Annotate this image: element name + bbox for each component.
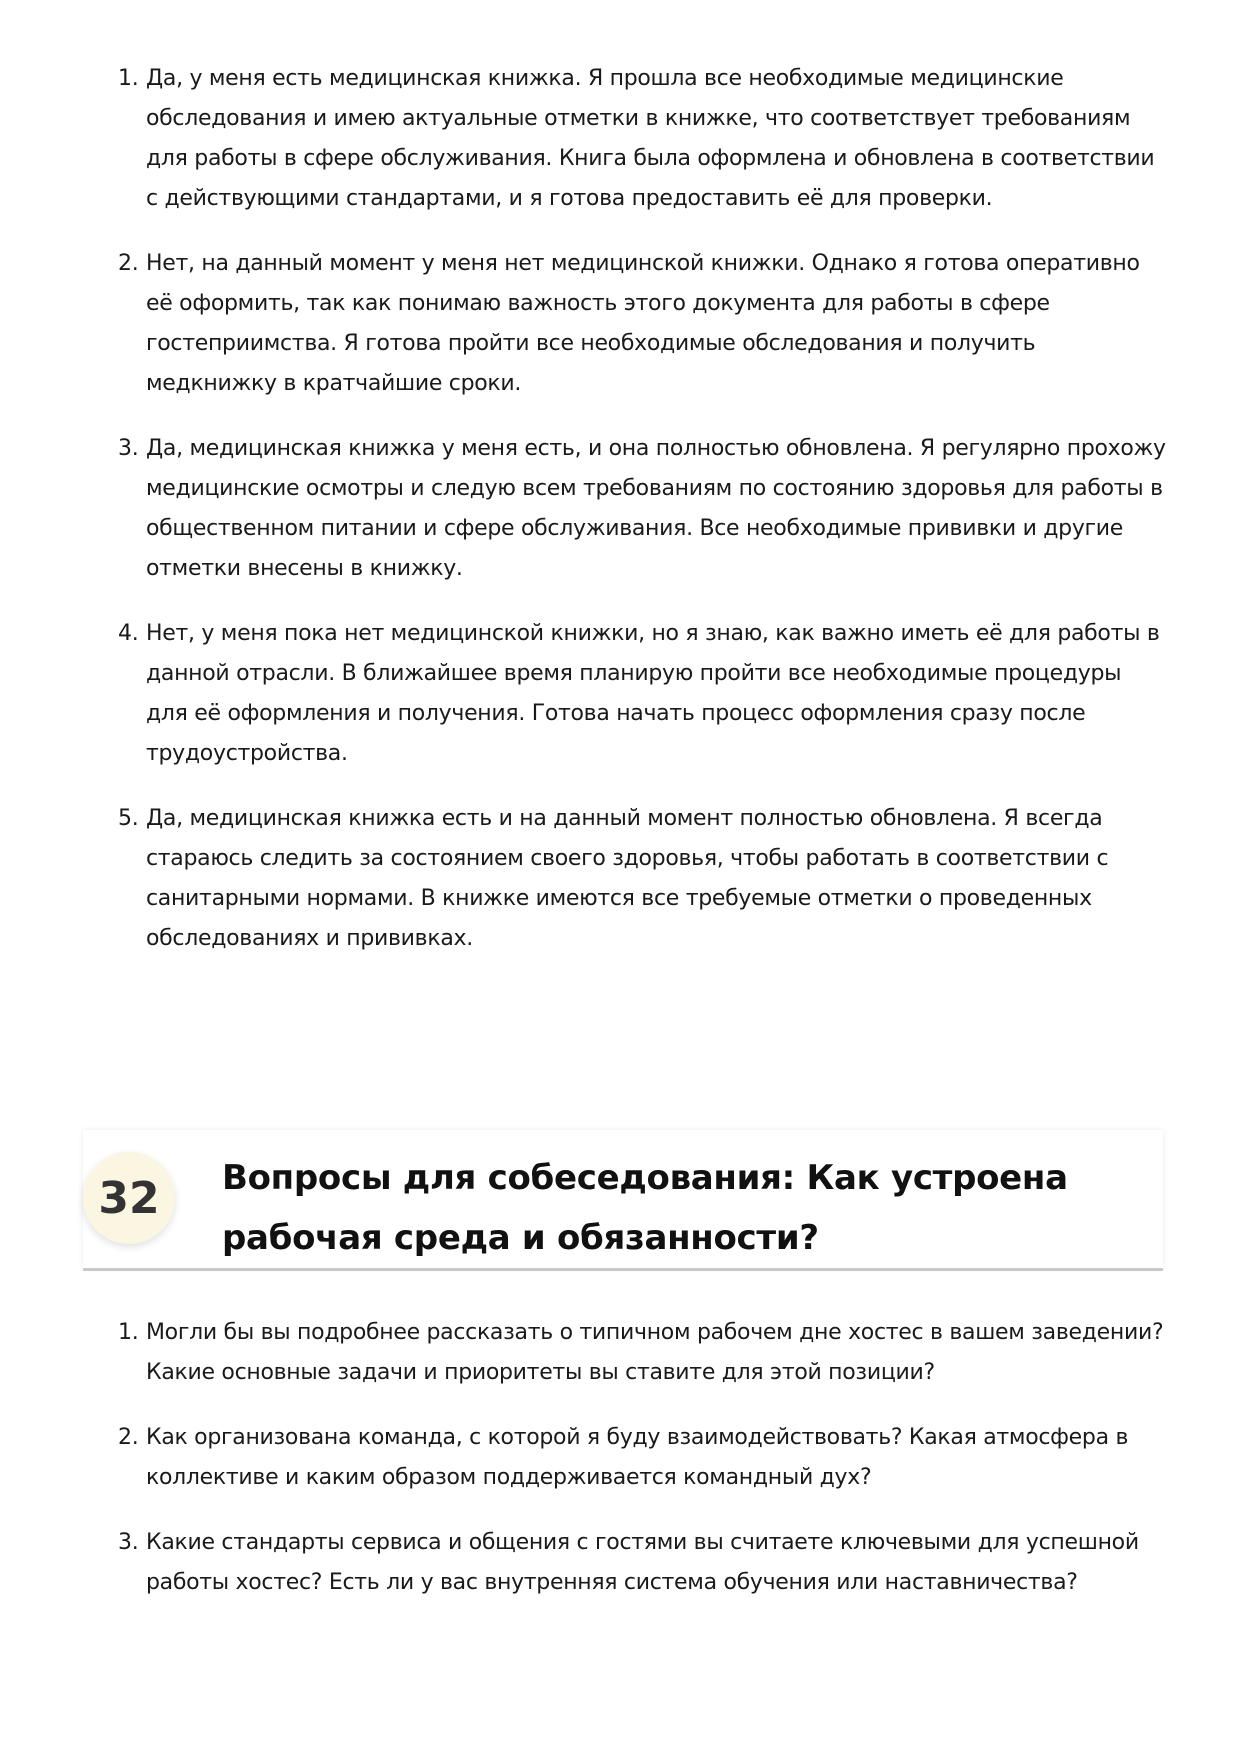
list-item-number: 4. <box>118 621 139 646</box>
list-item-number: 2. <box>118 251 139 276</box>
list-item-number: 2. <box>118 1425 139 1450</box>
section-title: Вопросы для собеседования: Как устроена рабочая среда и обязанности? <box>222 1158 1068 1258</box>
list-item <box>118 1418 1168 1498</box>
questions-list <box>118 1313 1168 1628</box>
list-item-text: Нет, у меня пока нет медицинской книжки, но я знаю, как важно иметь её для работы в данной отрасли. В ближайшее время планирую пройти все необходимые процедуры для её оформления и получения. Готова начать процесс оформления сразу после трудоустройства. <box>146 621 1160 766</box>
list-item-number: 1. <box>118 1320 139 1345</box>
list-item <box>118 1523 1168 1603</box>
list-item-text: Да, у меня есть медицинская книжка. Я прошла все необходимые медицинские обследования и имею актуальные отметки в книжке, что соответствует требованиям для работы в сфере обслуживания. Книга была оформлена и обновлена в соответствии с действующими стандартами, и я готова предоставить её для проверки. <box>146 66 1155 211</box>
list-item-text: Могли бы вы подробнее рассказать о типичном рабочем дне хостес в вашем заведении? Какие основные задачи и приоритеты вы ставите для этой позиции? <box>146 1320 1164 1385</box>
list-item-text: Да, медицинская книжка у меня есть, и она полностью обновлена. Я регулярно прохожу медицинские осмотры и следую всем требованиям по состоянию здоровья для работы в общественном питании и сфере обслуживания. Все необходимые прививки и другие отметки внесены в книжку. <box>146 436 1166 581</box>
list-item-number: 3. <box>118 1530 139 1555</box>
list-item-number: 5. <box>118 806 139 831</box>
list-item-text: Как организована команда, с которой я буду взаимодействовать? Какая атмосфера в коллективе и каким образом поддерживается командный дух? <box>146 1425 1129 1490</box>
section-number-badge: 32 <box>83 1152 175 1244</box>
list-item <box>118 244 1168 404</box>
list-item-text: Да, медицинская книжка есть и на данный момент полностью обновлена. Я всегда стараюсь следить за состоянием своего здоровья, чтобы работать в соответствии с санитарными нормами. В книжке имеются все требуемые отметки о проведенных обследованиях и прививках. <box>146 806 1109 951</box>
list-item <box>118 614 1168 774</box>
answers-list <box>118 59 1168 984</box>
section-header <box>83 1130 1163 1270</box>
list-item <box>118 429 1168 589</box>
list-item-number: 1. <box>118 66 139 91</box>
list-item <box>118 59 1168 219</box>
list-item-text: Какие стандарты сервиса и общения с гостями вы считаете ключевыми для успешной работы хостес? Есть ли у вас внутренняя система обучения или наставничества? <box>146 1530 1139 1595</box>
list-item <box>118 799 1168 959</box>
list-item-number: 3. <box>118 436 139 461</box>
section-divider <box>83 1268 1163 1271</box>
list-item-text: Нет, на данный момент у меня нет медицинской книжки. Однако я готова оперативно её оформить, так как понимаю важность этого документа для работы в сфере гостеприимства. Я готова пройти все необходимые обследования и получить медкнижку в кратчайшие сроки. <box>146 251 1140 396</box>
list-item <box>118 1313 1168 1393</box>
